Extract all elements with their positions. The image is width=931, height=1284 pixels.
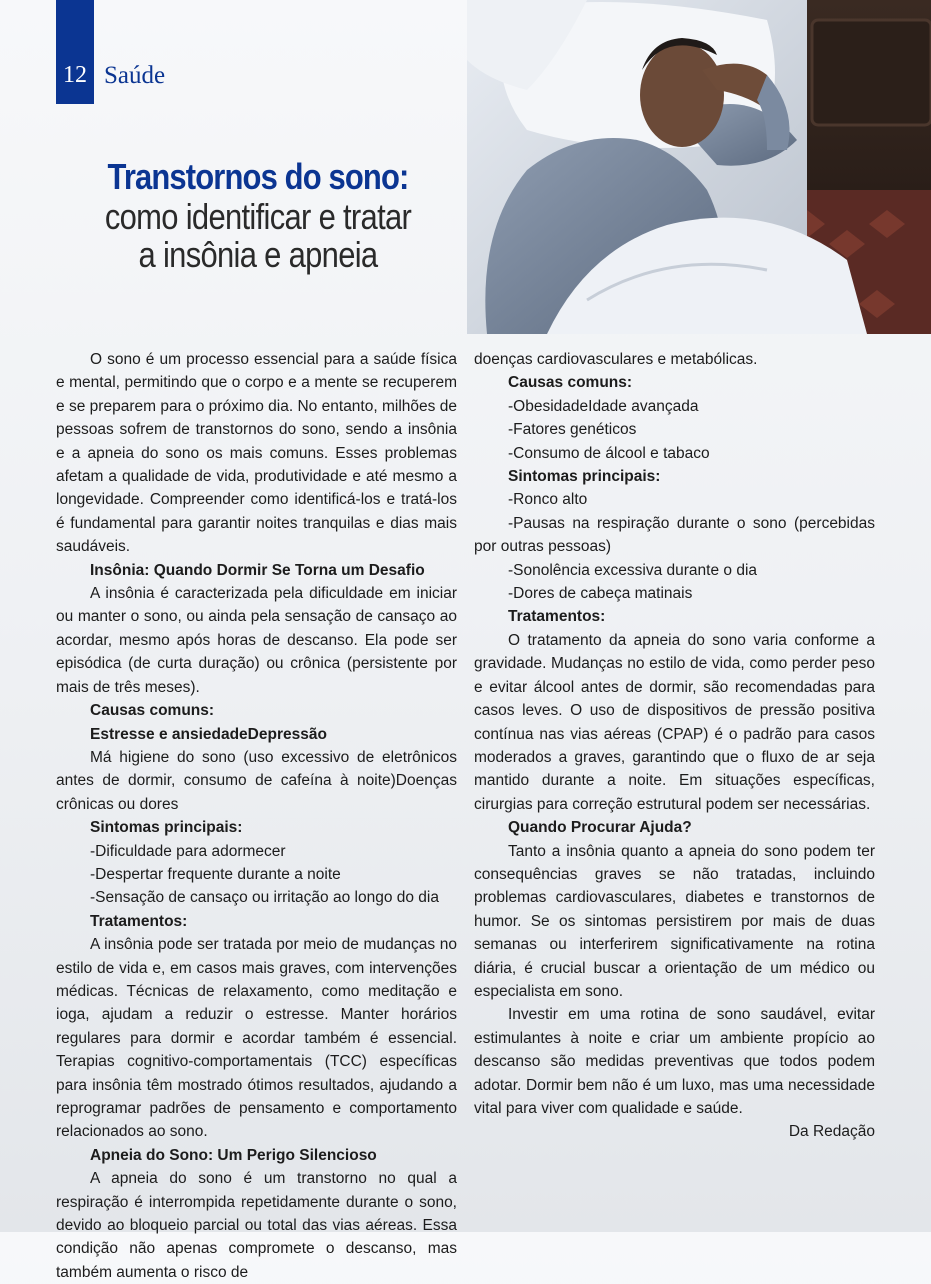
insomnia-treatments-paragraph: A insônia pode ser tratada por meio de mudanças no estilo de vida e, em casos mais graves, com intervenções médicas. Técnicas de relaxamento, como meditação e ioga, ajudam a reduzir o estresse. Manter horários regulares para dormir e acordar também é essencial. Terapias cognitivo-comportamentais (TCC) específicas para insônia têm mostrado ótimos resultados, ajudando a reprogramar padrões de pensamento e comportamento relacionados ao sono. [56, 936, 457, 1141]
insomnia-symptom-item: -Sensação de cansaço ou irritação ao longo do dia [90, 889, 439, 907]
when-to-seek-help-paragraph: Tanto a insônia quanto a apneia do sono podem ter consequências graves se não tratadas, incluindo problemas cardiovasculares, diabetes e transtornos de humor. Se os sintomas persistirem por mais de duas semanas ou interferirem significativamente na rotina diária, é crucial buscar a orientação de um médico ou especialista em sono. [474, 842, 875, 1000]
apnea-paragraph: A apneia do sono é um transtorno no qual a respiração é interrompida repetidamente durante o sono, devido ao bloqueio parcial ou total das vias aéreas. Essa condição não apenas compromete o descanso, mas também aumenta o risco de [56, 1170, 457, 1281]
author-signature: Da Redação [788, 1123, 875, 1141]
left-text-column [56, 348, 457, 1284]
apnea-paragraph-continued: doenças cardiovasculares e metabólicas. [474, 351, 758, 368]
insomnia-causes-item-1: Estresse e ansiedadeDepressão [90, 725, 327, 743]
insomnia-symptom-item: -Dificuldade para adormecer [90, 842, 286, 860]
apnea-symptoms-heading: Sintomas principais: [508, 468, 661, 486]
apnea-cause-item: -ObesidadeIdade avançada [508, 397, 699, 415]
apnea-causes-heading: Causas comuns: [508, 374, 633, 392]
right-text-column [474, 348, 875, 1144]
insomnia-treatments-heading: Tratamentos: [90, 912, 188, 930]
apnea-treatments-heading: Tratamentos: [508, 608, 606, 626]
man-lying-in-bed-photo [467, 0, 931, 334]
insomnia-symptom-item: -Despertar frequente durante a noite [90, 865, 341, 883]
when-to-seek-help-heading: Quando Procurar Ajuda? [508, 819, 692, 837]
closing-paragraph: Investir em uma rotina de sono saudável, evitar estimulantes à noite e criar um ambiente propício ao descanso são medidas preventivas que todos podem adotar. Dormir bem não é um luxo, mas uma necessidade vital para viver com qualidade e saúde. [474, 1006, 875, 1117]
apnea-cause-item: -Consumo de álcool e tabaco [508, 444, 710, 462]
apnea-cause-item: -Fatores genéticos [508, 421, 637, 439]
apnea-symptom-item: -Pausas na respiração durante o sono (percebidas por outras pessoas) [474, 514, 875, 556]
insomnia-symptoms-heading: Sintomas principais: [90, 819, 243, 837]
article-title-sub-line-2: a insônia e apneia [138, 234, 378, 275]
apnea-heading: Apneia do Sono: Um Perigo Silencioso [90, 1146, 377, 1164]
insomnia-causes-item-2: Má higiene do sono (uso excessivo de eletrônicos antes de dormir, consumo de cafeína à noite)Doenças crônicas ou dores [56, 748, 457, 813]
section-title: Saúde [104, 62, 166, 89]
bedroom-illustration [467, 0, 931, 334]
article-title-sub-line-1: como identificar e tratar [104, 196, 412, 237]
apnea-symptom-item: -Ronco alto [508, 491, 588, 509]
insomnia-causes-heading: Causas comuns: [90, 702, 215, 720]
page-number: 12 [63, 62, 87, 88]
article-title [56, 156, 460, 274]
apnea-symptom-item: -Sonolência excessiva durante o dia [508, 561, 758, 579]
article-title-main: Transtornos do sono: [107, 156, 409, 197]
insomnia-paragraph: A insônia é caracterizada pela dificuldade em iniciar ou manter o sono, ou ainda pela sensação de cansaço ao acordar, mesmo após horas de descanso. Ela pode ser episódica (de curta duração) ou crônica (persistente por mais de três meses). [56, 585, 457, 696]
apnea-symptom-item: -Dores de cabeça matinais [508, 585, 693, 603]
intro-paragraph: O sono é um processo essencial para a saúde física e mental, permitindo que o corpo e a mente se recuperem e se preparem para o próximo dia. No entanto, milhões de pessoas sofrem de transtornos do sono, sendo a insônia e a apneia do sono os mais comuns. Esses problemas afetam a qualidade de vida, produtividade e até mesmo a longevidade. Compreender como identificá-los e tratá-los é fundamental para garantir noites tranquilas e dias mais saudáveis. [56, 351, 457, 556]
insomnia-heading: Insônia: Quando Dormir Se Torna um Desafio [90, 561, 425, 579]
apnea-treatments-paragraph: O tratamento da apneia do sono varia conforme a gravidade. Mudanças no estilo de vida, como perder peso e evitar álcool antes de dormir, são recomendadas para casos leves. O uso de dispositivos de pressão positiva contínua nas vias aéreas (CPAP) é o padrão para casos moderados a graves, garantindo que o fluxo de ar seja mantido durante a noite. Em situações específicas, cirurgias para correção estrutural podem ser necessárias. [474, 631, 875, 813]
